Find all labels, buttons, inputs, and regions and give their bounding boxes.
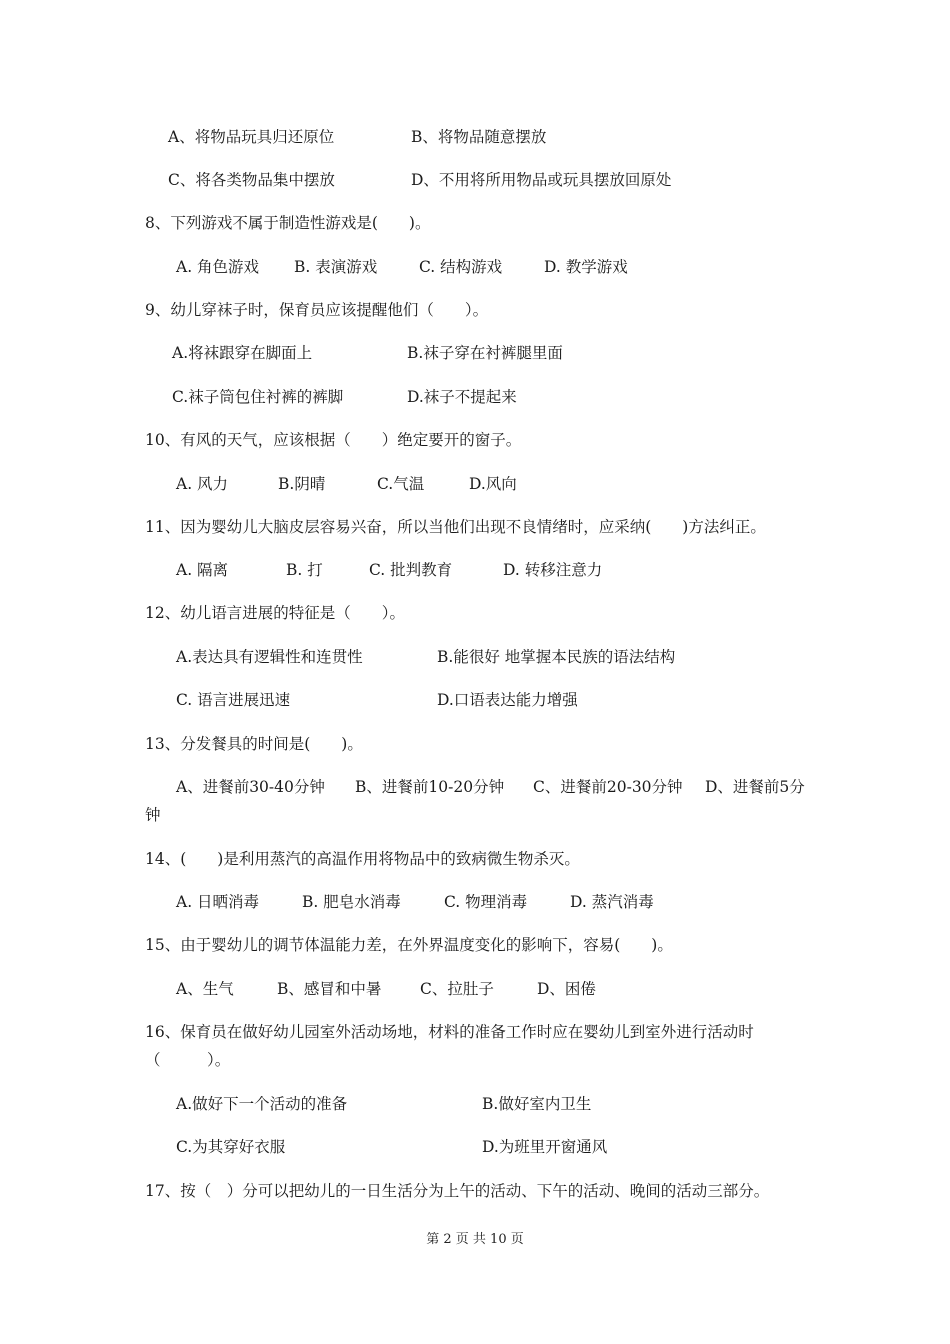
q14-option-b: B. 肥皂水消毒 xyxy=(302,893,401,911)
q9-option-a: A.将袜跟穿在脚面上 xyxy=(172,344,313,362)
q17-stem: 17、按（ ）分可以把幼儿的一日生活分为上午的活动、下午的活动、晚间的活动三部分。 xyxy=(145,1182,770,1200)
q16-option-d: D.为班里开窗通风 xyxy=(482,1138,608,1156)
q14-stem: 14、( )是利用蒸汽的高温作用将物品中的致病微生物杀灭。 xyxy=(145,850,580,868)
q9-option-c: C.袜子筒包住衬裤的裤脚 xyxy=(172,388,344,406)
q10-stem: 10、有风的天气，应该根据（ ）绝定要开的窗子。 xyxy=(145,431,522,449)
q9-stem: 9、幼儿穿袜子时，保育员应该提醒他们（ ）。 xyxy=(145,301,489,319)
q16-stem: 16、保育员在做好幼儿园室外活动场地，材料的准备工作时应在婴幼儿到室外进行活动时 xyxy=(145,1023,754,1041)
page-footer: 第 2 页 共 10 页 xyxy=(426,1232,524,1247)
q13-stem: 13、分发餐具的时间是( )。 xyxy=(145,735,363,753)
q13-option-c: C、进餐前20-30分钟 xyxy=(533,778,683,796)
q10-option-b: B.阴晴 xyxy=(278,475,326,493)
q13-option-a: A、进餐前30-40分钟 xyxy=(176,778,325,796)
q10-option-a: A. 风力 xyxy=(176,475,229,493)
q12-stem: 12、幼儿语言进展的特征是（ ）。 xyxy=(145,604,405,622)
q16-stem-wrap: （ ）。 xyxy=(145,1051,231,1069)
q12-option-c: C. 语言进展迅速 xyxy=(176,691,291,709)
q16-option-a: A.做好下一个活动的准备 xyxy=(176,1095,348,1113)
q11-option-d: D. 转移注意力 xyxy=(503,561,603,579)
q8-option-a: A. 角色游戏 xyxy=(176,258,260,276)
q15-option-c: C、拉肚子 xyxy=(420,980,494,998)
q12-option-d: D.口语表达能力增强 xyxy=(437,691,578,709)
q14-option-d: D. 蒸汽消毒 xyxy=(570,893,654,911)
q14-option-c: C. 物理消毒 xyxy=(444,893,528,911)
q14-option-a: A. 日晒消毒 xyxy=(176,893,260,911)
q13-option-d: D、进餐前5分 xyxy=(705,778,805,796)
q13-option-b: B、进餐前10-20分钟 xyxy=(355,778,505,796)
q10-option-c: C.气温 xyxy=(377,475,425,493)
q15-option-a: A、生气 xyxy=(176,980,234,998)
q8-stem: 8、下列游戏不属于制造性游戏是( )。 xyxy=(145,214,431,232)
q9-option-d: D.袜子不提起来 xyxy=(407,388,517,406)
q16-option-b: B.做好室内卫生 xyxy=(482,1095,592,1113)
q7-option-c: C、将各类物品集中摆放 xyxy=(168,171,335,189)
q15-option-d: D、困倦 xyxy=(537,980,596,998)
q8-option-b: B. 表演游戏 xyxy=(294,258,378,276)
q11-option-a: A. 隔离 xyxy=(176,561,229,579)
q9-option-b: B.袜子穿在衬裤腿里面 xyxy=(407,344,563,362)
q7-option-a: A、将物品玩具归还原位 xyxy=(168,128,335,146)
q12-option-a: A.表达具有逻辑性和连贯性 xyxy=(176,648,363,666)
q11-option-c: C. 批判教育 xyxy=(369,561,453,579)
q10-option-d: D.风向 xyxy=(469,475,517,493)
q16-option-c: C.为其穿好衣服 xyxy=(176,1138,286,1156)
q11-option-b: B. 打 xyxy=(286,561,323,579)
q8-option-c: C. 结构游戏 xyxy=(419,258,503,276)
q12-option-b: B.能很好 地掌握本民族的语法结构 xyxy=(437,648,676,666)
q13-option-d-wrap: 钟 xyxy=(145,806,161,824)
q8-option-d: D. 教学游戏 xyxy=(544,258,628,276)
q11-stem: 11、因为婴幼儿大脑皮层容易兴奋，所以当他们出现不良情绪时，应采纳( )方法纠正。 xyxy=(145,518,766,536)
q7-option-b: B、将物品随意摆放 xyxy=(411,128,547,146)
q7-option-d: D、不用将所用物品或玩具摆放回原处 xyxy=(411,171,672,189)
q15-option-b: B、感冒和中暑 xyxy=(277,980,382,998)
q15-stem: 15、由于婴幼儿的调节体温能力差，在外界温度变化的影响下，容易( )。 xyxy=(145,936,673,954)
